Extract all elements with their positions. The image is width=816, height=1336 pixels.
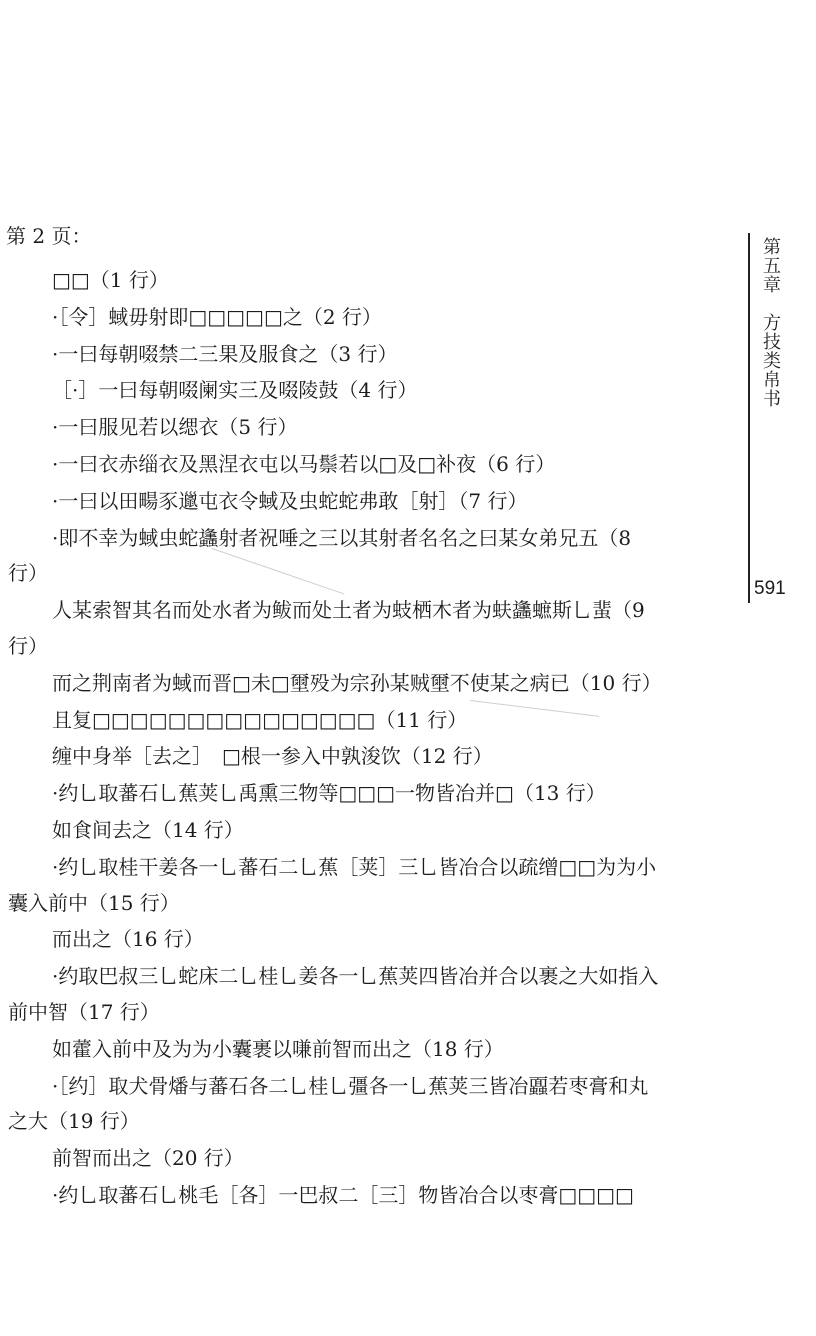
text-line: ·一曰以田畼豕邋屯衣令蜮及虫蛇蛇弗敢［射］（7 行）	[52, 488, 528, 513]
text-line: ·约乚取蕃石乚桃毛［各］一巴叔二［三］物皆冶合以枣膏□□□□	[52, 1182, 634, 1207]
margin-divider-rule	[748, 233, 750, 603]
page-number: 591	[754, 578, 786, 599]
text-line: ·约乚取蕃石乚蕉荚乚禹熏三物等□□□一物皆冶并□（13 行）	[52, 781, 606, 806]
chapter-running-head: 第五章 方技类帛书	[760, 237, 781, 408]
text-line-continuation: 行）	[8, 633, 48, 658]
text-line-continuation: 前中智（17 行）	[8, 999, 160, 1024]
text-line: ·一曰每朝啜禁二三果及服食之（3 行）	[52, 341, 398, 366]
text-line-continuation: 囊入前中（15 行）	[8, 890, 180, 915]
text-line: ·一曰服见若以缌衣（5 行）	[52, 415, 298, 440]
text-line: 如藿入前中及为为小囊裹以嗛前智而出之（18 行）	[52, 1036, 504, 1061]
text-line: 如食间去之（14 行）	[52, 817, 244, 842]
text-line: ［·］一曰每朝啜阑实三及啜陵鼓（4 行）	[52, 378, 418, 403]
text-line: ·约乚取桂干姜各一乚蕃石二乚蕉［荚］三乚皆冶合以疏缯□□为为小	[52, 854, 657, 879]
text-line-continuation: 行）	[8, 561, 48, 586]
text-line: ·约取巴叔三乚蛇床二乚桂乚姜各一乚蕉荚四皆冶并合以裹之大如指入	[52, 964, 659, 989]
text-line: 人某索智其名而处水者为鲅而处土者为蚑栖木者为蚨蠭蟅斯乚蜚（9	[52, 598, 645, 623]
page-heading: 第 2 页：	[6, 224, 92, 248]
text-line: □□（1 行）	[52, 268, 169, 292]
text-line: 而出之（16 行）	[52, 927, 204, 952]
text-line: ·即不幸为蜮虫蛇蠭射者祝唾之三以其射者名名之曰某女弟兄五（8	[52, 525, 632, 550]
text-line: 前智而出之（20 行）	[52, 1146, 244, 1171]
text-line: 而之荆南者为蜮而晋□未□壐殁为宗孙某贼壐不使某之病已（10 行）	[52, 670, 662, 695]
text-line: 缠中身举［去之］ □根一参入中孰浚饮（12 行）	[52, 744, 493, 769]
text-line: ·一曰衣赤缁衣及黑涅衣屯以马鬃若以□及□补夜（6 行）	[52, 451, 556, 476]
text-line: ·［令］蜮毋射即□□□□□之（2 行）	[52, 304, 382, 329]
text-line: ·［约］取犬骨燔与蕃石各二乚桂乚彊各一乚蕉荚三皆冶蠠若枣膏和丸	[52, 1073, 649, 1098]
text-line-continuation: 之大（19 行）	[8, 1109, 140, 1134]
transcription-body	[8, 262, 736, 1214]
text-line: 且复□□□□□□□□□□□□□□□（11 行）	[52, 707, 468, 732]
